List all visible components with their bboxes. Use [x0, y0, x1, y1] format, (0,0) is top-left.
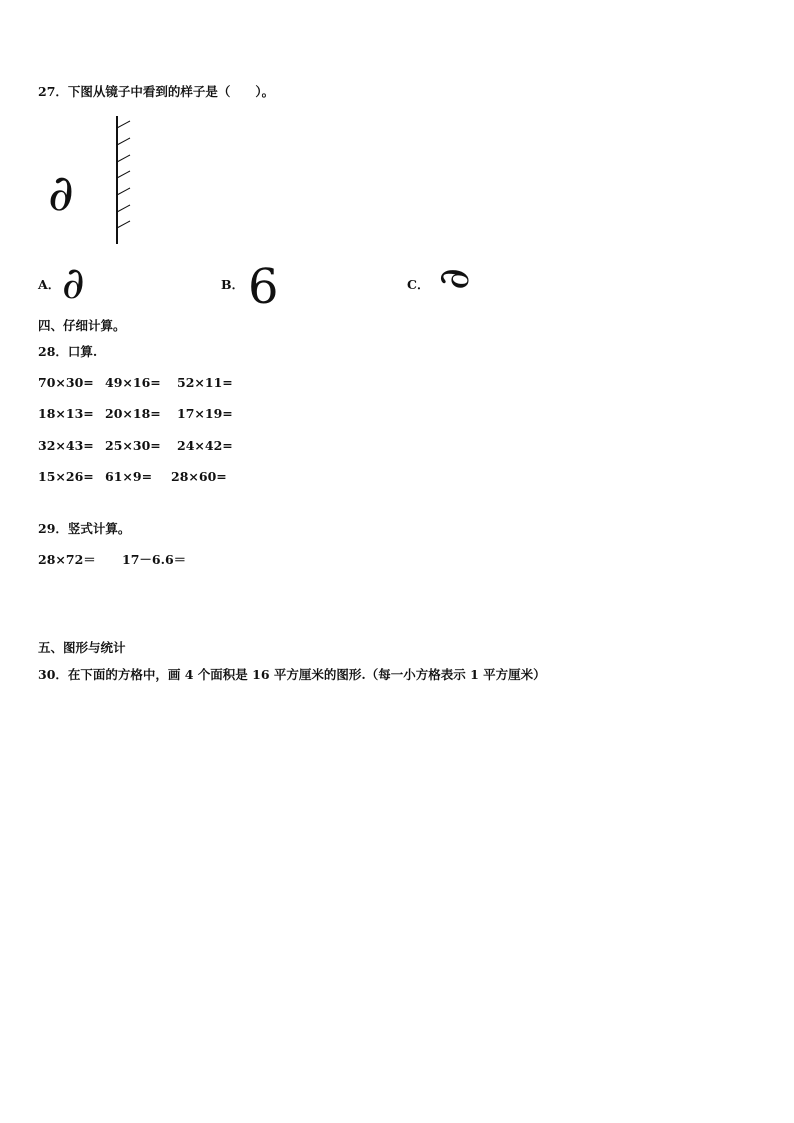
q28-title: 28．口算.	[38, 344, 98, 359]
q27-option-c-label: C．	[407, 277, 430, 292]
section4-title: 四、仔细计算。	[38, 318, 126, 333]
q28-cell: 70×30=	[38, 375, 94, 390]
section5-title: 五、图形与统计	[38, 640, 126, 655]
q28-cell: 18×13=	[38, 406, 94, 421]
q28-cell: 25×30=	[105, 438, 161, 453]
q27-option-b-label: B．	[221, 277, 245, 292]
q28-cell: 17×19=	[177, 406, 233, 421]
q27-option-b-char: 6	[248, 259, 279, 315]
mirror-icon	[108, 114, 138, 246]
q28-cell: 20×18=	[105, 406, 161, 421]
q27-option-c-char: ∂	[428, 268, 478, 290]
q28-cell: 49×16=	[105, 375, 161, 390]
q28-cell: 52×11=	[177, 375, 233, 390]
q28-cell: 61×9=	[105, 469, 153, 484]
q30-question: 30．在下面的方格中，画 4 个面积是 16 平方厘米的图形.（每一小方格表示 1 平方厘米）	[38, 667, 546, 682]
q28-cell: 24×42=	[177, 438, 233, 453]
q28-cell: 32×43=	[38, 438, 94, 453]
q29-title: 29．竖式计算。	[38, 521, 131, 536]
q28-cell: 28×60=	[171, 469, 227, 484]
q27-figure-char: ∂	[48, 164, 74, 222]
q28-cell: 15×26=	[38, 469, 94, 484]
q27-question: 27．下图从镜子中看到的样子是（ ）。	[38, 84, 275, 99]
q29-item: 28×72＝	[38, 552, 96, 567]
q27-option-a-label: A．	[38, 277, 61, 292]
q27-option-a-char: ∂	[62, 258, 85, 309]
q29-item: 17－6.6＝	[122, 552, 187, 567]
